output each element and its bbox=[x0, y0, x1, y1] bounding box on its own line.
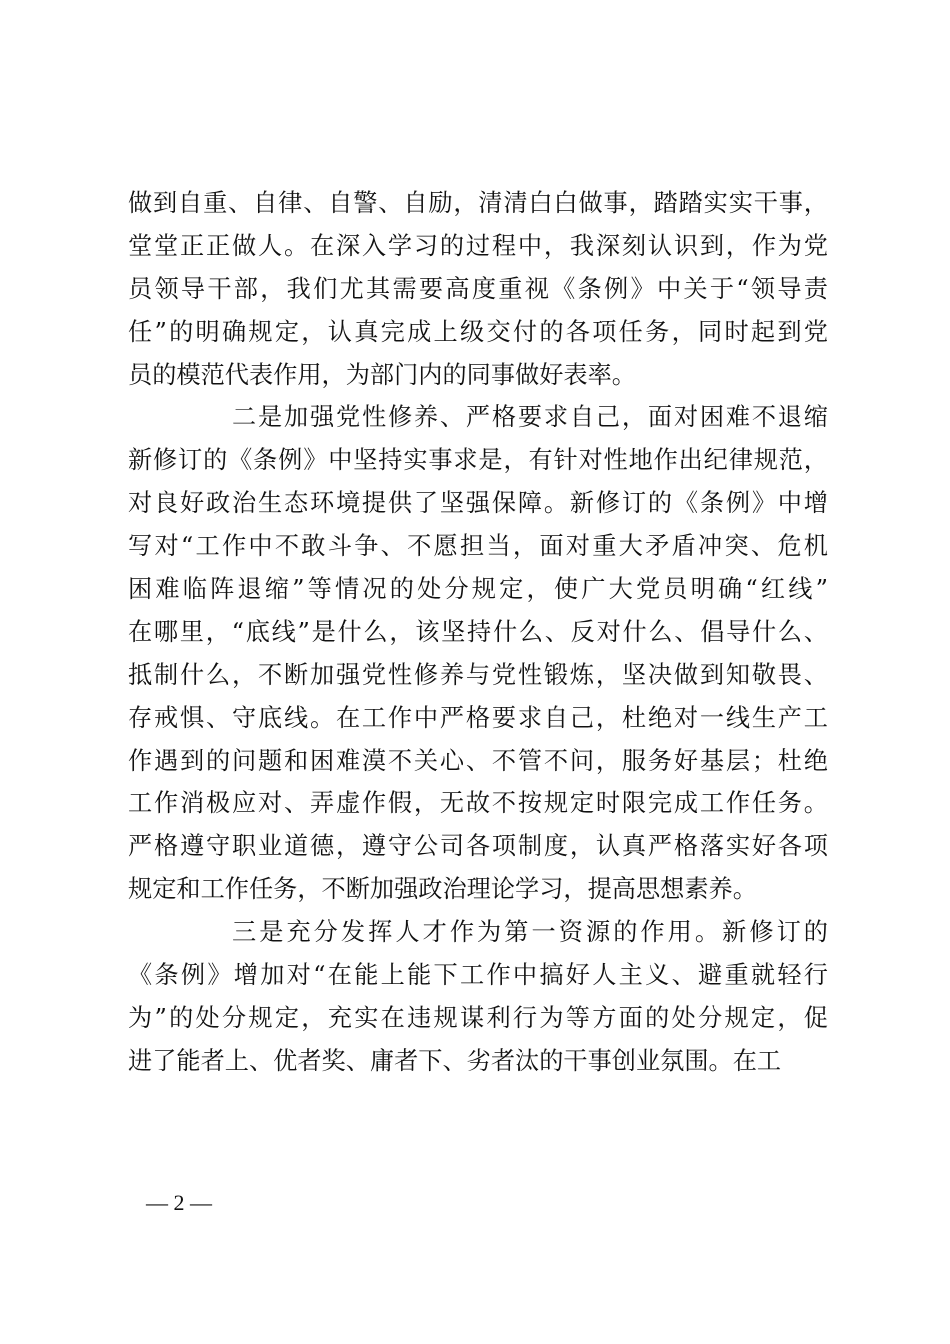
text-line: 做到自重、自律、自警、自励，清清白白做事，踏踏实实干事， bbox=[128, 189, 828, 217]
text-line: 二是加强党性修养、严格要求自己，面对困难不退缩 bbox=[232, 403, 828, 432]
page-number: — 2 — bbox=[146, 1190, 212, 1215]
text-line: 员领导干部，我们尤其需要高度重视《条例》中关于“领导责 bbox=[128, 274, 828, 303]
text-line: 对良好政治生态环境提供了坚强保障。新修订的《条例》中增 bbox=[128, 489, 828, 518]
text-line: 困难临阵退缩”等情况的处分规定，使广大党员明确“红线” bbox=[128, 575, 828, 604]
text-line: 三是充分发挥人才作为第一资源的作用。新修订的 bbox=[232, 918, 828, 947]
text-line: 存戒惧、守底线。在工作中严格要求自己，杜绝对一线生产工 bbox=[128, 703, 828, 732]
paragraph bbox=[128, 182, 828, 396]
text-line: 进了能者上、优者奖、庸者下、劣者汰的干事创业氛围。在工 bbox=[128, 1046, 782, 1075]
body-text bbox=[128, 182, 828, 1083]
text-line: 新修订的《条例》中坚持实事求是，有针对性地作出纪律规范， bbox=[128, 446, 828, 475]
text-line: 规定和工作任务，不断加强政治理论学习，提高思想素养。 bbox=[128, 875, 757, 904]
paragraph bbox=[128, 396, 828, 911]
paragraph bbox=[128, 911, 828, 1083]
text-line: 工作消极应对、弄虚作假，无故不按规定时限完成工作任务。 bbox=[128, 789, 828, 818]
text-line: 抵制什么，不断加强党性修养与党性锻炼，坚决做到知敬畏、 bbox=[128, 660, 828, 689]
text-line: 在哪里，“底线”是什么，该坚持什么、反对什么、倡导什么、 bbox=[128, 617, 828, 646]
text-line: 《条例》增加对“在能上能下工作中搞好人主义、避重就轻行 bbox=[128, 961, 828, 990]
text-line: 员的模范代表作用，为部门内的同事做好表率。 bbox=[128, 360, 636, 389]
text-line: 写对“工作中不敢斗争、不愿担当，面对重大矛盾冲突、危机 bbox=[128, 532, 828, 561]
text-line: 堂堂正正做人。在深入学习的过程中，我深刻认识到，作为党 bbox=[128, 231, 828, 260]
text-line: 严格遵守职业道德，遵守公司各项制度，认真严格落实好各项 bbox=[128, 832, 828, 861]
text-line: 为”的处分规定，充实在违规谋利行为等方面的处分规定，促 bbox=[128, 1003, 828, 1032]
text-line: 作遇到的问题和困难漠不关心、不管不问，服务好基层；杜绝 bbox=[128, 746, 828, 775]
text-line: 任”的明确规定，认真完成上级交付的各项任务，同时起到党 bbox=[128, 317, 828, 346]
